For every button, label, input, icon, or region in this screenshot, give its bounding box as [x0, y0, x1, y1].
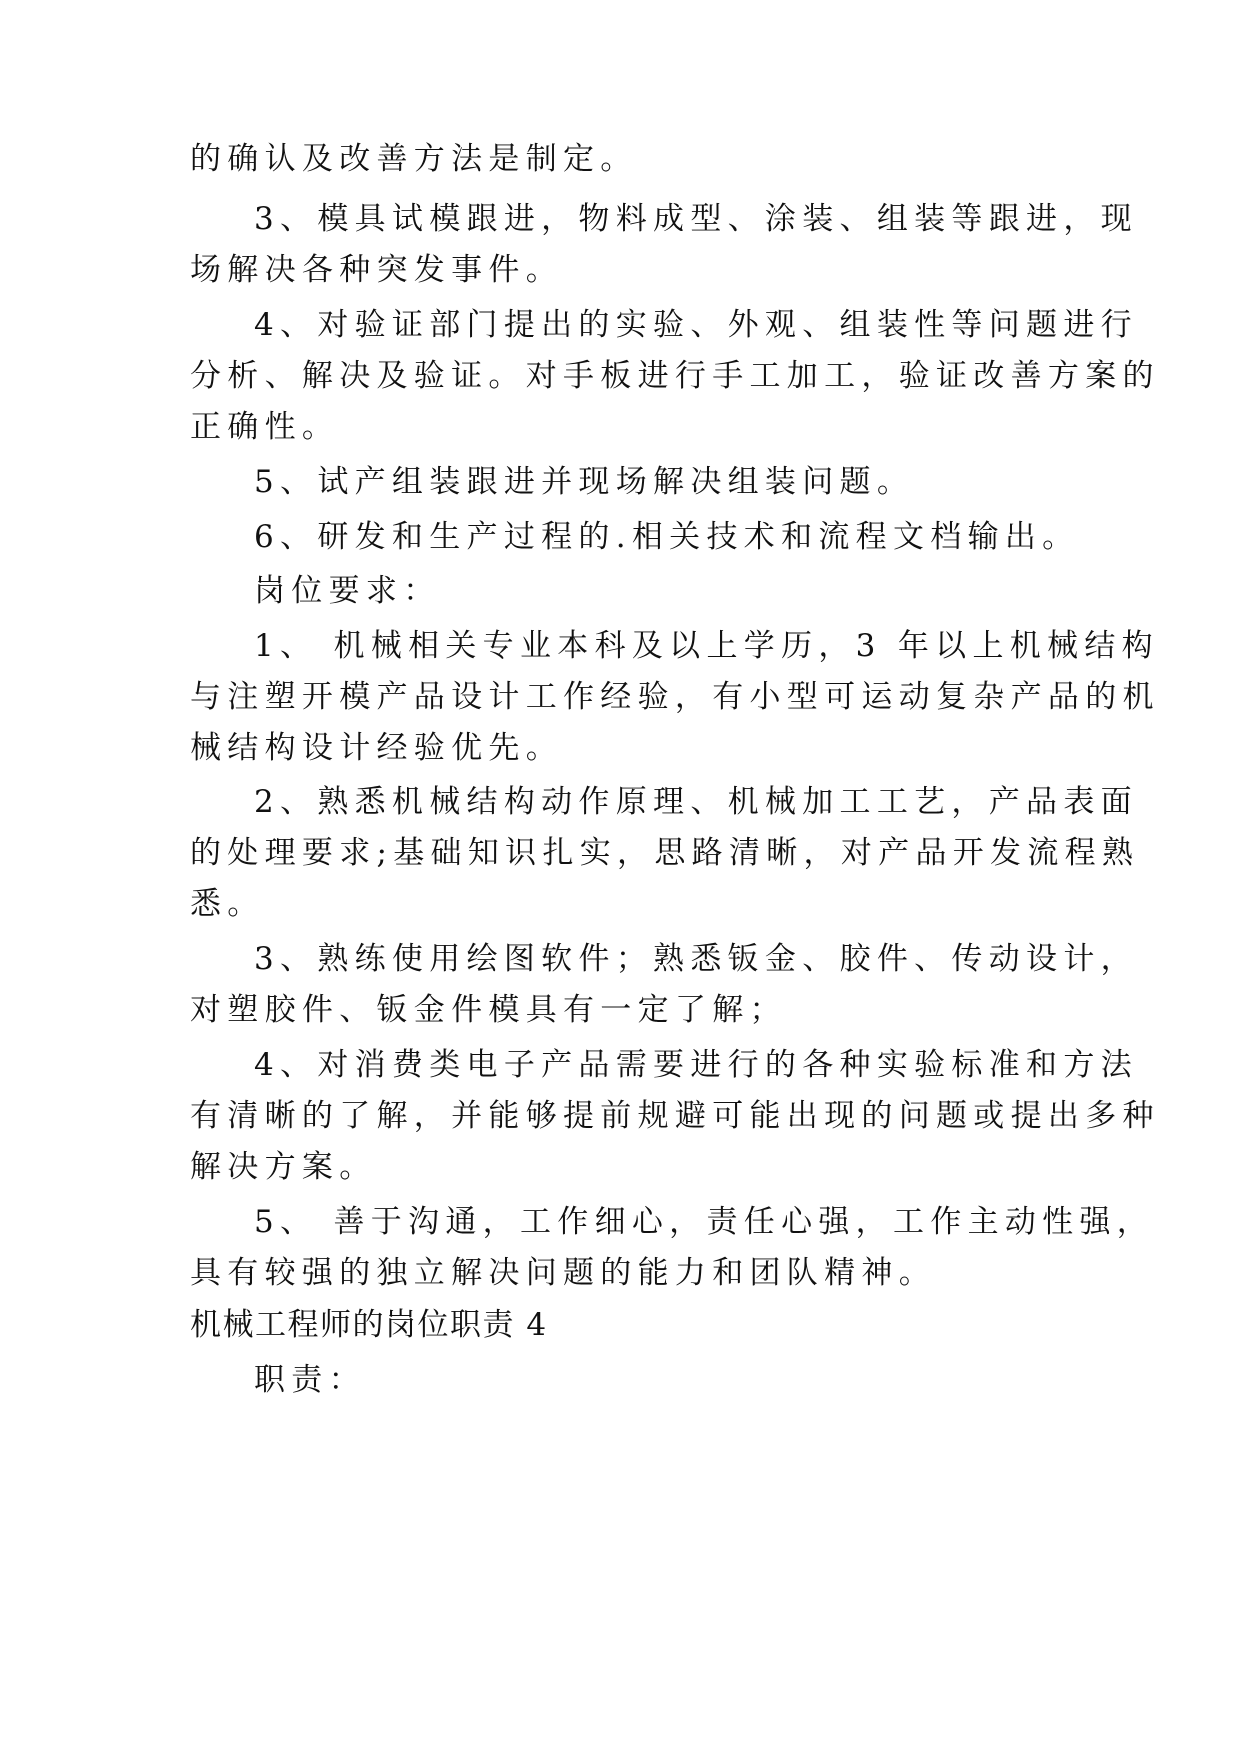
paragraph-line: 3、模具试模跟进，物料成型、涂装、组装等跟进，现: [254, 201, 1138, 237]
section-heading: 职责：: [254, 1362, 366, 1398]
paragraph-line: 4、对验证部门提出的实验、外观、组装性等问题进行: [254, 307, 1138, 343]
paragraph-line: 3、熟练使用绘图软件；熟悉钣金、胶件、传动设计，: [254, 941, 1138, 977]
paragraph-line: 对塑胶件、钣金件模具有一定了解；: [190, 992, 787, 1028]
paragraph-line: 4、对消费类电子产品需要进行的各种实验标准和方法: [254, 1047, 1138, 1083]
paragraph-line: 具有较强的独立解决问题的能力和团队精神。: [190, 1255, 936, 1291]
paragraph-line: 械结构设计经验优先。: [190, 730, 563, 766]
paragraph-line: 与注塑开模产品设计工作经验，有小型可运动复杂产品的机: [190, 679, 1160, 715]
paragraph-line: 悉。: [190, 886, 265, 922]
paragraph-line: 解决方案。: [190, 1149, 377, 1185]
paragraph-line: 5、 善于沟通，工作细心，责任心强，工作主动性强，: [254, 1204, 1155, 1240]
section-heading: 岗位要求：: [254, 573, 441, 609]
paragraph-line: 正确性。: [190, 409, 340, 445]
section-title: 机械工程师的岗位职责 4: [190, 1307, 548, 1343]
paragraph-line: 分析、解决及验证。对手板进行手工加工，验证改善方案的: [190, 358, 1160, 394]
paragraph-line: 1、 机械相关专业本科及以上学历，3 年以上机械结构: [254, 628, 1159, 664]
paragraph-line: 的确认及改善方法是制定。: [190, 141, 638, 177]
paragraph-line: 2、熟悉机械结构动作原理、机械加工工艺，产品表面: [254, 784, 1138, 820]
paragraph-line: 的处理要求;基础知识扎实，思路清晰，对产品开发流程熟: [190, 835, 1140, 871]
paragraph-line: 5、试产组装跟进并现场解决组装问题。: [254, 464, 915, 500]
paragraph-line: 6、研发和生产过程的.相关技术和流程文档输出。: [254, 519, 1080, 555]
paragraph-line: 有清晰的了解，并能够提前规避可能出现的问题或提出多种: [190, 1098, 1160, 1134]
paragraph-line: 场解决各种突发事件。: [190, 252, 563, 288]
